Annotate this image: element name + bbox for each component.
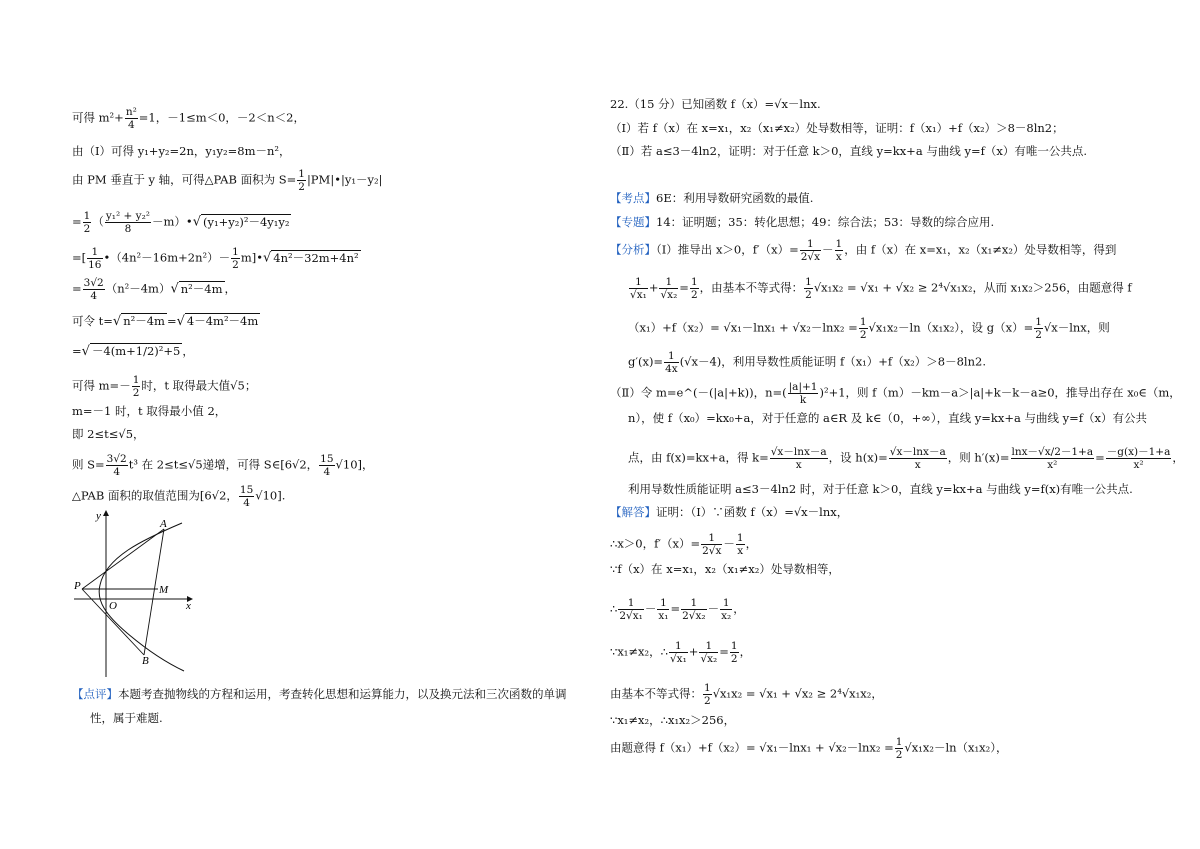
problem-title: 22.（15 分）已知函数 f（x）=√x－lnx.: [610, 97, 821, 111]
text-line: 则 S= $\frac{3√2}{4}$ t³ 在 2≤t≤√5递增，可得 S∈[6√2， $\frac{15}{4}$ √10]，: [72, 453, 374, 478]
fenxi-tag: 【分析】: [610, 242, 656, 257]
fraction: $\frac{1}{2}$: [83, 210, 91, 235]
text-line: = $\frac{3√2}{4}$ （n²－4m）√ n²－4m ，: [72, 277, 236, 302]
fenxi-line: 利用导数性质能证明 a≤3－4ln2 时，对于任意 k＞0，直线 y=kx+a 与曲线 y=f(x)有唯一公共点.: [628, 482, 1133, 496]
jieda-line: 由题意得 f（x₁）+f（x₂）= √x₁－lnx₁ + √x₂－lnx₂ = $\frac{1}{2}$ √x₁x₂－ln（x₁x₂），: [610, 736, 1008, 761]
fraction: $\frac{1}{2}$: [805, 276, 812, 301]
fraction: $\frac{1}{2}$: [704, 682, 711, 707]
fraction: $\frac{1}{2}$: [730, 640, 738, 665]
text-line: 由（Ⅰ）可得 y₁+y₂=2n，y₁y₂=8m－n²，: [72, 144, 291, 158]
jieda-line: 【解答】证明：（Ⅰ）∵函数 f（x）=√x－lnx，: [610, 505, 849, 519]
text-line: =√ －4(m+1/2)²+5 ，: [72, 344, 194, 359]
jieda-line: ∴x＞0，f′（x）= $\frac{1}{2√x}$ － $\frac{1}{x}$ ，: [610, 532, 758, 557]
text-line: △PAB 面积的取值范围为[6√2， $\frac{15}{4}$ √10].: [72, 484, 286, 509]
fraction: $\frac{1}{x}$: [736, 532, 744, 557]
jieda-line: ∵x₁≠x₂，∴ $\frac{1}{\text{√x₁}}$ + $\frac{1}{\text{√x₂}}$ = $\frac{1}{2}$ ，: [610, 640, 752, 665]
fraction: $\frac{1}{16}$: [88, 246, 102, 271]
text: 可得 m²+: [72, 110, 124, 125]
text-line: 可得 m=－ $\frac{1}{2}$ 时，t 取得最大值√5；: [72, 374, 257, 399]
fraction: $\frac{1}{2√x}$: [800, 238, 821, 263]
fraction: $\frac{1}{2}$: [132, 374, 140, 399]
text-line: = $\frac{1}{2}$ （ $\frac{\text{y₁² + y₂²}}{8}$ －m）•√ (y₁+y₂)²－4y₁y₂: [72, 210, 290, 235]
label-m: M: [159, 584, 169, 596]
fraction: $\frac{\text{n²}}{4}$: [125, 106, 137, 131]
jieda-tag: 【解答】: [610, 505, 656, 519]
fraction: $\frac{1}{4x}$: [665, 350, 678, 375]
fraction: $\frac{1}{\text{√x₂}}$: [660, 276, 678, 301]
fraction: $\frac{1}{\text{2√x₁}}$: [619, 597, 643, 622]
fenxi-line: g′(x)= $\frac{1}{4x}$ (√x－4)，利用导数性质能证明 f（x₁）+f（x₂）＞8－8ln2.: [628, 350, 986, 375]
segment-pa: [82, 529, 164, 589]
text-line: m=－1 时，t 取得最小值 2，: [72, 404, 227, 418]
fenxi-line: 点，由 f(x)=kx+a，得 k= $\frac{√x-\ln x-a}{x}$ ，设 h(x)= $\frac{√x-\ln x-a}{x}$ ，则 h′(x)= $\frac{\ln x-√x/2-1+a}{\text{x²}}$ = $\frac{-g(x)-1+a}{\text{x²}}$ ，: [628, 446, 1184, 471]
fraction: $\frac{1}{2}$: [298, 168, 305, 193]
fenxi-line: n），使 f（x₀）=kx₀+a，对于任意的 a∈R 及 k∈（0，+∞），直线 y=kx+a 与曲线 y=f（x）有公共: [628, 411, 1148, 425]
fraction: $\frac{√x-\ln x-a}{x}$: [889, 446, 946, 471]
kaodian-tag: 【考点】: [610, 191, 656, 205]
fraction: $\frac{\text{y₁² + y₂²}}{8}$: [105, 210, 151, 235]
text-line: 即 2≤t≤√5，: [72, 427, 145, 441]
comment-line: 【点评】本题考查抛物线的方程和运用，考查转化思想和运算能力，以及换元法和三次函数的单调: [72, 687, 567, 701]
fraction: $\frac{1}{2√x}$: [702, 532, 722, 557]
fraction: $\frac{-g(x)-1+a}{\text{x²}}$: [1106, 446, 1171, 471]
jieda-line: ∴ $\frac{1}{\text{2√x₁}}$ － $\frac{1}{\text{x₁}}$ = $\frac{1}{\text{2√x₂}}$ － $\frac{1}{\text{x₂}}$ ，: [610, 597, 745, 622]
label-x: x: [186, 600, 191, 612]
text-line: （Ⅱ）若 a≤3－4ln2，证明：对于任意 k＞0，直线 y=kx+a 与曲线 y=f（x）有唯一公共点.: [610, 144, 1088, 158]
fenxi-line: $\frac{1}{\text{√x₁}}$ + $\frac{1}{\text{√x₂}}$ = $\frac{1}{2}$ ，由基本不等式得： $\frac{1}{2}$ √x₁x₂ = √x₁ + √x₂ ≥ 2⁴√x₁x₂，从而 x₁x₂＞256，由题意得 f: [630, 276, 1132, 301]
jieda-line: ∵f（x）在 x=x₁，x₂（x₁≠x₂）处导数相等，: [610, 562, 840, 576]
text-line: =[ $\frac{1}{16}$ •（4n²－16m+2n²）－ $\frac{1}{2}$ m]•√ 4n²－32m+4n²: [72, 246, 359, 271]
fraction: $\frac{1}{\text{x₁}}$: [658, 597, 669, 622]
fraction: $\frac{15}{4}$: [239, 484, 254, 509]
fraction: $\frac{3√2}{4}$: [83, 277, 104, 302]
parabola-figure: [72, 505, 202, 677]
fraction: $\frac{1}{\text{√x₂}}$: [700, 640, 718, 665]
label-b: B: [142, 655, 149, 667]
text: =1，－1≤m＜0，－2＜n＜2，: [138, 110, 305, 125]
zhuanti-tag: 【专题】: [610, 215, 656, 229]
fraction: $\frac{√x-\ln x-a}{x}$: [770, 446, 827, 471]
fraction: $\frac{3√2}{4}$: [106, 453, 127, 478]
fenxi-line: 【分析】（Ⅰ）推导出 x＞0，f′（x）= $\frac{1}{2√x}$ － $\frac{1}{x}$ ，由 f（x）在 x=x₁，x₂（x₁≠x₂）处导数相等，得到: [610, 238, 1117, 263]
label-o: O: [109, 600, 117, 612]
jieda-line: 由基本不等式得： $\frac{1}{2}$ √x₁x₂ = √x₁ + √x₂ ≥ 2⁴√x₁x₂，: [610, 682, 883, 707]
fraction: $\frac{1}{2}$: [690, 276, 698, 301]
label-p: P: [74, 580, 81, 592]
fraction: $\frac{1}{2}$: [1035, 316, 1042, 341]
zhuanti-line: 【专题】14：证明题；35：转化思想；49：综合法；53：导数的综合应用.: [610, 215, 995, 229]
text-line: 由 PM 垂直于 y 轴，可得△PAB 面积为 S= $\frac{1}{2}$ |PM|•|y₁－y₂|: [72, 168, 383, 193]
label-a: A: [160, 518, 167, 530]
jieda-line: ∵x₁≠x₂，∴x₁x₂＞256，: [610, 713, 736, 727]
text-line: [72, 106, 305, 131]
fraction: $\frac{1}{2}$: [895, 736, 903, 761]
fraction: $\frac{\ln x-√x/2-1+a}{\text{x²}}$: [1011, 446, 1094, 471]
comment-line: 性，属于难题.: [90, 711, 163, 725]
fenxi-line: （Ⅱ）令 m=e^(－(|a|+k))，n=( $\frac{|a|+1}{k}$ )²+1，则 f（m）－km－a＞|a|+k－k－a≥0，推导出存在 x₀∈（m，: [610, 381, 1181, 406]
fraction: $\frac{1}{\text{x₂}}$: [721, 597, 732, 622]
fraction: $\frac{1}{2}$: [232, 246, 239, 271]
fraction: $\frac{1}{\text{√x₁}}$: [669, 640, 687, 665]
text-line: （Ⅰ）若 f（x）在 x=x₁，x₂（x₁≠x₂）处导数相等，证明：f（x₁）+f（x₂）＞8－8ln2；: [610, 121, 1064, 135]
text-line: 可令 t=√ n²－4m =√ 4－4m²－4m: [72, 314, 259, 329]
fraction: $\frac{15}{4}$: [320, 453, 334, 478]
fraction: $\frac{1}{x}$: [835, 238, 843, 263]
fraction: $\frac{1}{\text{2√x₂}}$: [682, 597, 706, 622]
label-y: y: [96, 510, 101, 522]
comment-tag: 【点评】: [72, 687, 118, 701]
fraction: $\frac{1}{\text{√x₁}}$: [630, 276, 647, 301]
fenxi-line: （x₁）+f（x₂）= √x₁－lnx₁ + √x₂－lnx₂ = $\frac{1}{2}$ √x₁x₂－ln（x₁x₂），设 g（x）= $\frac{1}{2}$ √x－lnx，则: [628, 316, 1110, 341]
fraction: $\frac{|a|+1}{k}$: [788, 381, 818, 406]
fraction: $\frac{1}{2}$: [859, 316, 867, 341]
kaodian-line: 【考点】6E：利用导数研究函数的最值.: [610, 191, 814, 205]
